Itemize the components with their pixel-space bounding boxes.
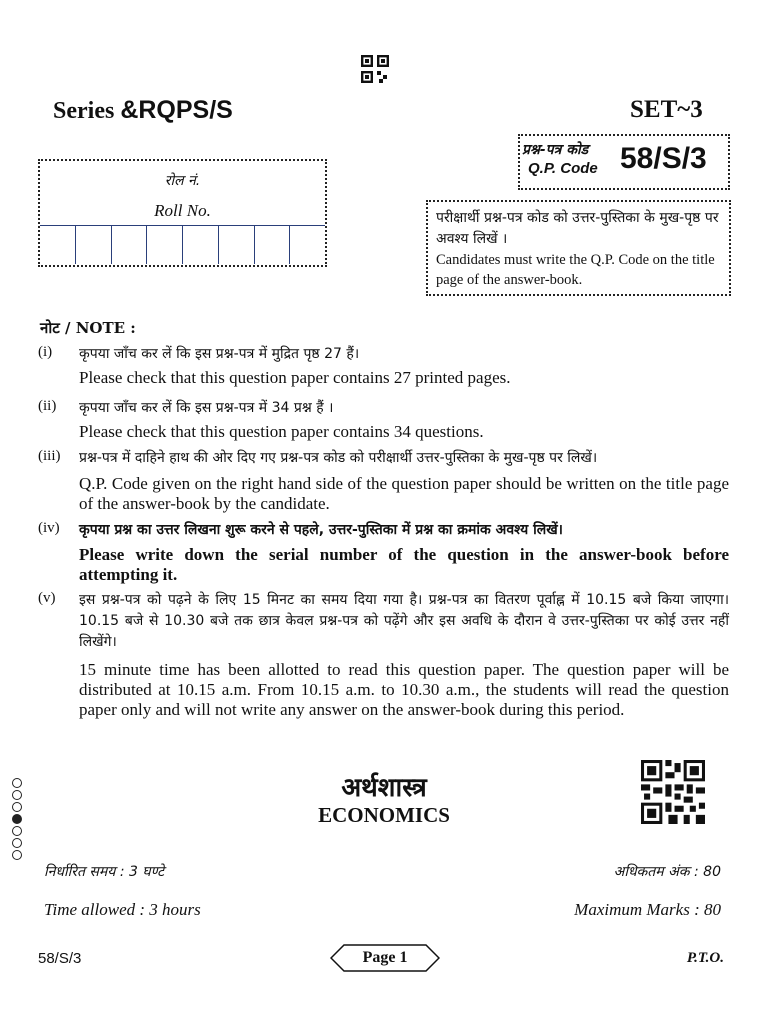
page-number: Page 1 (362, 949, 408, 966)
candidate-instruction-en: Candidates must write the Q.P. Code on the title page of the answer-book. (436, 252, 715, 288)
note-text-hi: कृपया जाँच कर लें कि इस प्रश्न-पत्र में 34 प्रश्न हैं । (79, 400, 334, 416)
note-text-hi: कृपया प्रश्न का उत्तर लिखना शुरू करने से पहले, उत्तर-पुस्तिका में प्रश्न का क्रमांक अवश्य लिखें। (79, 522, 563, 538)
roll-cell[interactable] (290, 226, 325, 264)
qr-code-small (361, 55, 389, 83)
note-text-en: 15 minute time has been allotted to read this question paper. The question paper will be distributed at 10.15 a.m. From 10.15 a.m. to 10.30 a.m., the students will read the question paper only and will not write any answer on the answer-book during this period. (79, 660, 729, 719)
set-label: SET~3 (630, 96, 703, 123)
note-heading: नोट / NOTE : (40, 319, 136, 337)
qp-code-value: 58/S/3 (620, 142, 707, 175)
max-marks-en: Maximum Marks : 80 (574, 900, 721, 919)
roll-cell[interactable] (112, 226, 148, 264)
note-text-en: Please check that this question paper contains 34 questions. (79, 422, 484, 441)
roll-cell[interactable] (183, 226, 219, 264)
note-text-en: Please check that this question paper contains 27 printed pages. (79, 368, 511, 387)
series-code: &RQPS/S (120, 96, 233, 124)
roll-cell[interactable] (219, 226, 255, 264)
roll-number-box (38, 159, 327, 267)
subject-title-hi: अर्थशास्त्र (341, 773, 427, 803)
roll-label-en: Roll No. (154, 201, 211, 220)
note-number: (iv) (38, 520, 60, 536)
qp-code-label-hi: प्रश्न-पत्र कोड (522, 142, 589, 158)
candidate-instruction-hi: परीक्षार्थी प्रश्न-पत्र कोड को उत्तर-पुस्तिका के मुख-पृष्ठ पर अवश्य लिखें । (436, 210, 719, 247)
note-text-hi: प्रश्न-पत्र में दाहिने हाथ की ओर दिए गए प्रश्न-पत्र कोड को परीक्षार्थी उत्तर-पुस्तिका के मुख-पृष्ठ पर लिखें। (79, 450, 598, 466)
note-text-en: Please write down the serial number of the question in the answer-book before attempting it. (79, 545, 729, 584)
note-number: (i) (38, 344, 53, 360)
note-number: (iii) (38, 448, 61, 464)
candidate-instruction-box (426, 200, 731, 296)
roll-label-hi: रोल नं. (164, 173, 201, 189)
roll-cell[interactable] (147, 226, 183, 264)
page-number-badge (330, 944, 440, 972)
note-text-hi: कृपया जाँच कर लें कि इस प्रश्न-पत्र में मुद्रित पृष्ठ 27 हैं। (79, 346, 360, 362)
time-allowed-en: Time allowed : 3 hours (44, 900, 201, 919)
roll-cell[interactable] (76, 226, 112, 264)
marker-circle (12, 838, 22, 848)
marker-circle (12, 850, 22, 860)
roll-cell[interactable] (40, 226, 76, 264)
series-label (53, 96, 233, 125)
time-allowed-hi: निर्धारित समय : 3 घण्टे (44, 864, 165, 880)
footer-qp-code: 58/S/3 (38, 950, 82, 967)
subject-title-en: ECONOMICS (318, 803, 450, 827)
please-turn-over: P.T.O. (686, 950, 724, 966)
roll-number-cells (40, 225, 325, 264)
series-word: Series (53, 98, 115, 124)
note-number: (v) (38, 590, 56, 606)
roll-cell[interactable] (255, 226, 291, 264)
qr-code-large (640, 760, 706, 824)
max-marks-hi: अधिकतम अंक : 80 (613, 864, 721, 880)
note-text-hi: इस प्रश्न-पत्र को पढ़ने के लिए 15 मिनट का समय दिया गया है। प्रश्न-पत्र का वितरण पूर्वाह्न में 10.15 बजे किया जाएगा। 10.15 बजे से 10.30 बजे तक छात्र केवल प्रश्न-पत्र को पढ़ेंगे और इस अवधि के दौरान वे उत्तर-पुस्तिका पर कोई उत्तर नहीं लिखेंगे। (79, 592, 729, 650)
note-number: (ii) (38, 398, 57, 414)
qp-code-label-en: Q.P. Code (528, 160, 598, 177)
note-text-en: Q.P. Code given on the right hand side of the question paper should be written on the title page of the answer-book by the candidate. (79, 474, 729, 513)
